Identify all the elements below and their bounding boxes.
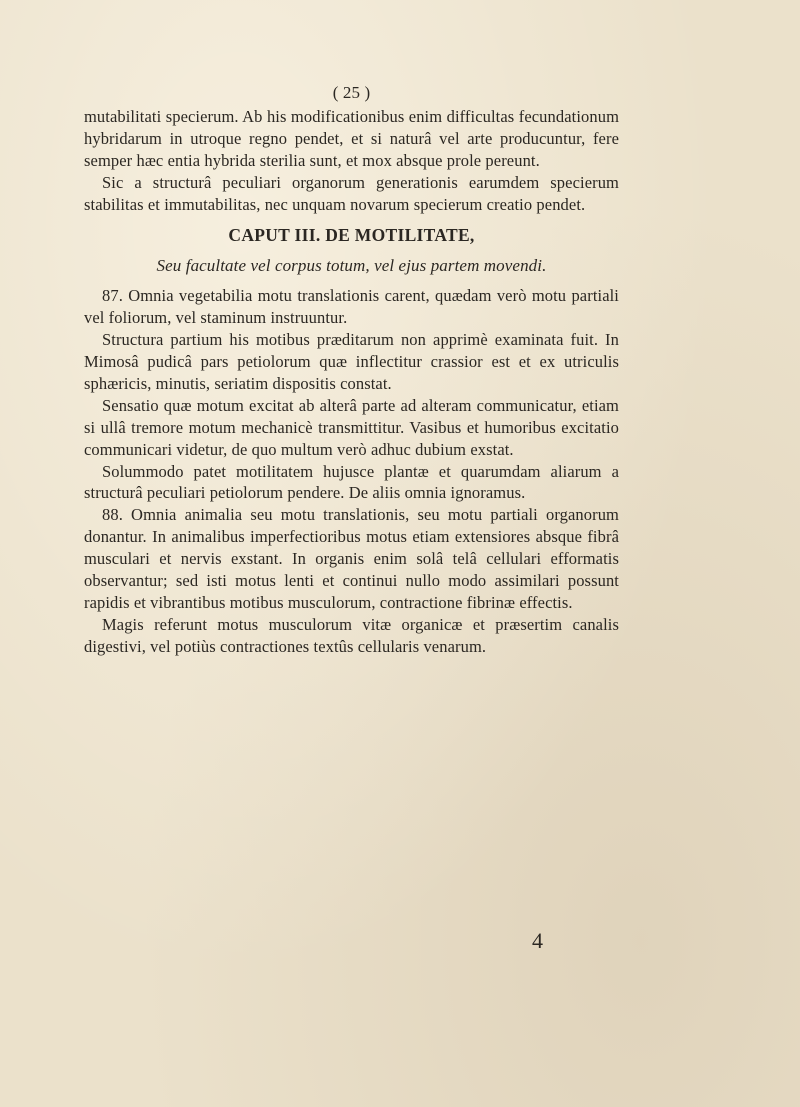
paragraph-sensatio: Sensatio quæ motum excitat ab alterâ parte ad alteram communicatur, etiam si ullâ tremore motum mechanicè transmittitur. Vasibus et humoribus excitatio communicari videtur, de quo multum verò adhuc dubium exstat. bbox=[84, 395, 619, 459]
paragraph-structura: Structura partium his motibus præditarum non apprimè examinata fuit. In Mimosâ pudicâ pars petiolorum quæ inflectitur crassior est et ex utriculis sphæricis, minutis, seriatim dispositis constat. bbox=[84, 330, 619, 393]
chapter-heading: CAPUT III. DE MOTILITATE, bbox=[228, 225, 475, 246]
signature-mark: 4 bbox=[532, 928, 543, 953]
paragraph-87: 87. Omnia vegetabilia motu translationis carent, quædam verò motu partiali vel foliorum, vel staminum instruuntur. bbox=[84, 286, 619, 328]
chapter-subtitle: Seu facultate vel corpus totum, vel ejus partem movendi. bbox=[156, 256, 547, 276]
page-number: ( 25 ) bbox=[332, 83, 371, 102]
page-text bbox=[84, 82, 619, 658]
paragraph-structure: Sic a structurâ peculiari organorum generationis earumdem specierum stabilitas et immutabilitas, nec unquam novarum specierum creatio pendet. bbox=[84, 172, 619, 214]
paragraph-magis: Magis referunt motus musculorum vitæ organicæ et præsertim canalis digestivi, vel potiùs contractiones textûs cellularis venarum. bbox=[84, 614, 619, 656]
paragraph-continuation: mutabilitati specierum. Ab his modificationibus enim difficultas fecundationum hybridarum in utroque regno pendet, et si naturâ vel arte producuntur, fere semper hæc entia hybrida sterilia sunt, et mox absque prole pereunt. bbox=[84, 106, 619, 170]
paragraph-88: 88. Omnia animalia seu motu translationis, seu motu partiali organorum donantur. In animalibus imperfectioribus motus etiam extensiores absque fibrâ musculari et nervis exstant. In organis enim solâ telâ cellulari efformatis observantur; sed isti motus lenti et continui nullo modo assimilari possunt rapidis et vibrantibus motibus musculorum, contractione fibrinæ effectis. bbox=[84, 505, 619, 612]
paragraph-solummodo: Solummodo patet motilitatem hujusce plantæ et quarumdam aliarum a structurâ peculiari petiolorum pendere. De aliis omnia ignoramus. bbox=[84, 461, 619, 503]
